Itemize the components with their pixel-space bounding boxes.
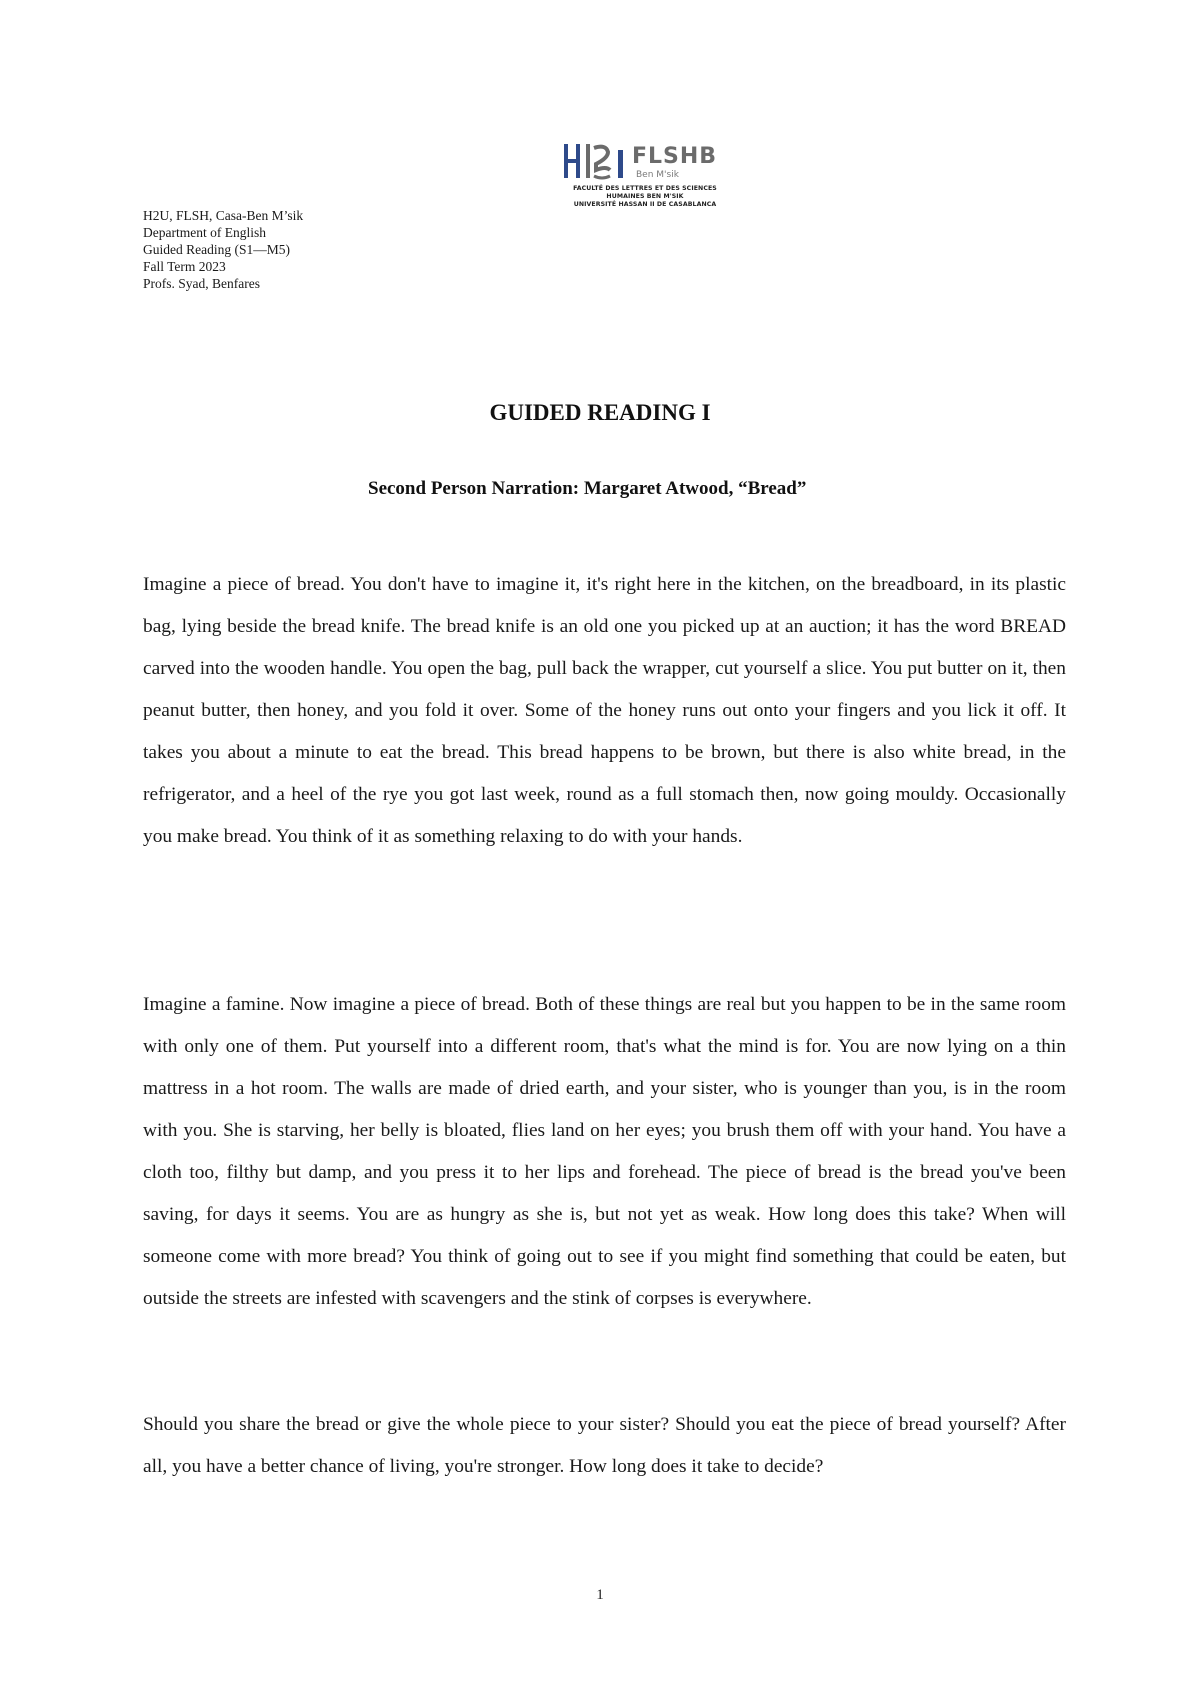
header-professors: Profs. Syad, Benfares bbox=[143, 276, 260, 291]
header-university: H2U, FLSH, Casa-Ben M’sik bbox=[143, 208, 304, 223]
logo-caption-line1: FACULTÉ DES LETTRES ET DES SCIENCES bbox=[573, 185, 717, 192]
document-subtitle: Second Person Narration: Margaret Atwood, “Bread” bbox=[368, 478, 807, 499]
logo-name: FLSHB bbox=[632, 144, 718, 169]
header-term: Fall Term 2023 bbox=[143, 259, 226, 274]
logo-caption-line2: HUMAINES BEN M'SIK bbox=[606, 193, 684, 200]
logo-mark-icon bbox=[560, 140, 630, 184]
header-course: Guided Reading (S1—M5) bbox=[143, 242, 290, 257]
paragraph-1: Imagine a piece of bread. You don't have to imagine it, it's right here in the kitchen, on the breadboard, in its plastic bag, lying beside the bread knife. The bread knife is an old one you picked up at an auction; it has the word BREAD carved into the wooden handle. You open the bag, pull back the wrapper, cut yourself a slice. You put butter on it, then peanut butter, then honey, and you fold it over. Some of the honey runs out onto your fingers and you lick it off. It takes you about a minute to eat the bread. This bread happens to be brown, but there is also white bread, in the refrigerator, and a heel of the rye you got last week, round as a full stomach then, now going mouldy. Occasionally you make bread. You think of it as something relaxing to do with your hands. bbox=[143, 574, 1066, 847]
logo-subname: Ben M'sik bbox=[636, 170, 679, 180]
paragraph-3: Should you share the bread or give the whole piece to your sister? Should you eat the piece of bread yourself? After all, you have a better chance of living, you're stronger. How long does it take to decide? bbox=[143, 1414, 1066, 1477]
logo-caption-line3: UNIVERSITÉ HASSAN II DE CASABLANCA bbox=[573, 201, 717, 208]
course-header bbox=[143, 207, 303, 292]
page-number: 1 bbox=[596, 1587, 604, 1603]
paragraph-2: Imagine a famine. Now imagine a piece of bread. Both of these things are real but you happen to be in the same room with only one of them. Put yourself into a different room, that's what the mind is for. You are now lying on a thin mattress in a hot room. The walls are made of dried earth, and your sister, who is younger than you, is in the room with you. She is starving, her belly is bloated, flies land on her eyes; you brush them off with your hand. You have a cloth too, filthy but damp, and you press it to her lips and forehead. The piece of bread is the bread you've been saving, for days it seems. You are as hungry as she is, but not yet as weak. How long does this take? When will someone come with more bread? You think of going out to see if you might find something that could be eaten, but outside the streets are infested with scavengers and the stink of corpses is everywhere. bbox=[143, 994, 1066, 1309]
header-department: Department of English bbox=[143, 225, 266, 240]
document-title: GUIDED READING I bbox=[489, 400, 711, 425]
university-logo bbox=[560, 140, 730, 218]
